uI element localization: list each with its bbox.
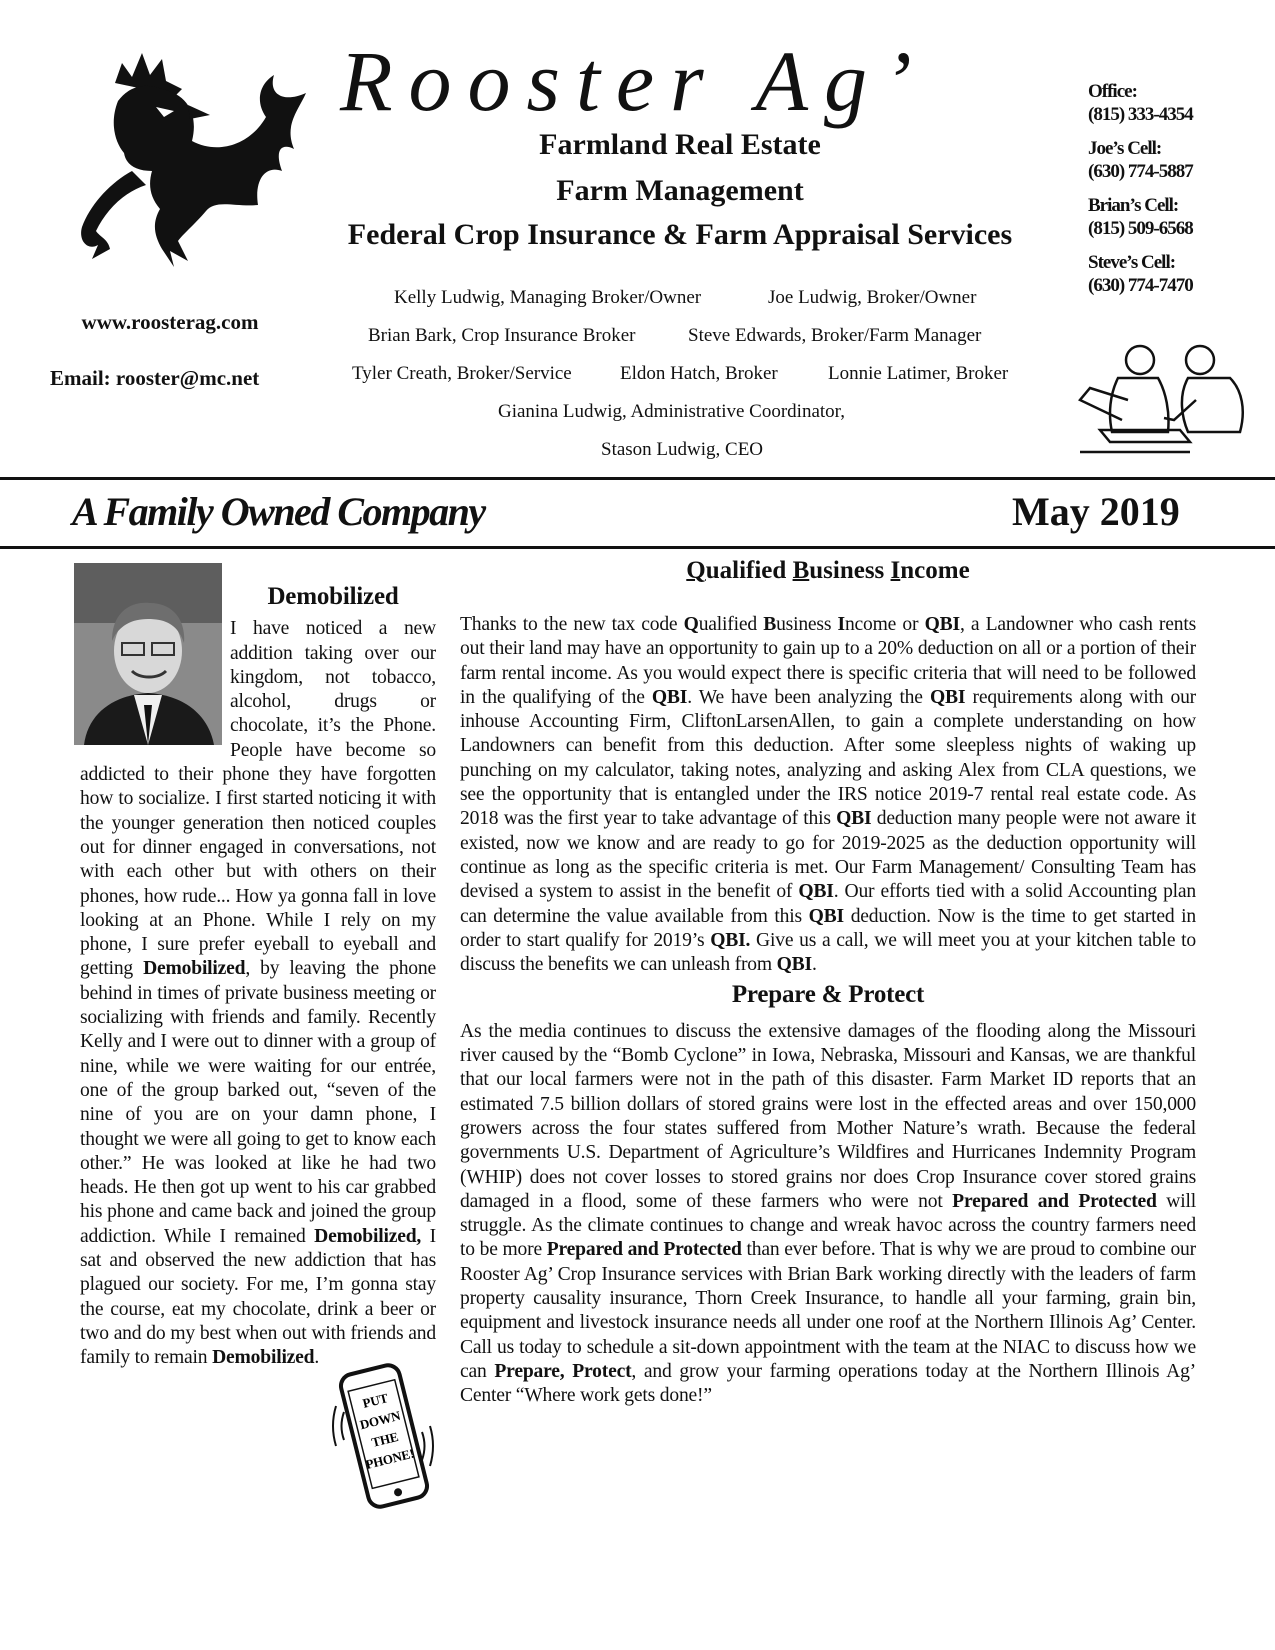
contact-phone[interactable]: (630) 774-7470 (1088, 275, 1193, 296)
phone-sign-text: PUT (361, 1390, 390, 1412)
staff-member: Lonnie Latimer, Broker (828, 363, 1009, 384)
meeting-illustration-icon (1070, 338, 1260, 458)
phone-sign-text: DOWN (358, 1407, 402, 1433)
demobilized-heading: Demobilized (267, 583, 399, 610)
qbi-heading: Qualified Business Income (686, 557, 970, 584)
contact-label: Brian’s Cell: (1088, 195, 1179, 216)
contact-phone[interactable]: (815) 509-6568 (1088, 218, 1193, 239)
issue-date: May 2019 (1012, 489, 1180, 534)
rooster-logo-icon (70, 45, 310, 270)
service-line: Farmland Real Estate (539, 128, 821, 161)
contact-phone[interactable]: (630) 774-5887 (1088, 161, 1193, 182)
email-link[interactable]: Email: rooster@mc.net (50, 366, 260, 390)
service-line: Farm Management (556, 174, 804, 207)
contact-label: Steve’s Cell: (1088, 252, 1176, 273)
contact-phones (1088, 80, 1273, 308)
staff-member: Joe Ludwig, Broker/Owner (768, 287, 977, 308)
phone-sign-text: THE (370, 1429, 400, 1451)
staff-member: Kelly Ludwig, Managing Broker/Owner (394, 287, 702, 308)
demobilized-article (80, 585, 436, 1516)
company-name: Rooster Ag’ (340, 33, 928, 129)
staff-member: Stason Ludwig, CEO (601, 439, 764, 460)
phone-sign-text: PHONE! (363, 1445, 416, 1473)
company-tagline: A Family Owned Company (72, 489, 485, 534)
author-photo-icon (74, 563, 222, 745)
contact-label: Office: (1088, 81, 1137, 102)
qbi-body: Thanks to the new tax code Qualified Business Income or QBI, a Landowner who cash rents out their land may have an opportunity to gain up to a 20% deduction on all or a portion of their farm rental income. As you would expect there is specific criteria that will need to be followed in the qualifying of the QBI. We have been analyzing the QBI requirements along with our inhouse Accounting Firm, CliftonLarsenAllen, to gain a complete understanding on how Landowners can benefit from this deduction. After some sleepless nights of waking up punching on my calculator, taking notes, analyzing and asking Alex from CLA questions, we see the opportunity that is entangled under the IRS notice 2019-7 rental real estate code. As 2018 was the first year to take advantage of this QBI deduction many people were not aware it existed, now we know and are ready to go for 2019-2025 as the deduction opportunity will continue as long as the specific criteria is met. Our Farm Management/ Consulting Team has devised a system to assist in the benefit of QBI. Our efforts tied with a solid Accounting plan can determine the value available from this QBI deduction. Now is the time to get started in order to start qualify for 2019’s QBI. Give us a call, we will meet you at your kitchen table to discuss the benefits we can unleash from QBI. (460, 614, 1197, 976)
staff-member: Steve Edwards, Broker/Farm Manager (688, 325, 982, 346)
put-down-phone-icon (330, 1356, 438, 1516)
contact-label: Joe’s Cell: (1088, 138, 1162, 159)
right-column (460, 613, 1196, 1409)
demobilized-body: I have noticed a new addition taking over our kingdom, not tobacco, alcohol, drugs or chocolate, it’s the Phone. People have become so addicted to their phone they have forgotten how to socialize. I first started noticing it with the younger generation then noticed couples out for dinner engaged in conversations, not with each other but with others on their phones, how rude... How ya gonna fall in love looking at an Phone. While I rely on my phone, I sure prefer eyeball to eyeball and getting Demobilized, by leaving the phone behind in times of private business meeting or socializing with friends and family. Recently Kelly and I were out to dinner with a group of nine, while we were waiting for our entrée, one of the group barked out, “seven of the nine of you are on your damn phone, I thought we were all going to get to know each other.” He was looked at like he had two heads. He then got up went to his car grabbed his phone and came back and joined the group addiction. While I remained Demobilized, I sat and observed the new addiction that has plagued our society. For me, I’m gonna stay the course, eat my chocolate, drink a beer or two and do my best when out with friends and family to remain PUT DOWN THE PHONE! Demobilized. (80, 617, 436, 1370)
prepare-body: As the media continues to discuss the extensive damages of the flooding along the Missouri river caused by the “Bomb Cyclone” in Iowa, Nebraska, Missouri and Kansas, we are thankful that our local farmers were not in the path of this disaster. Farm Market ID reports that an estimated 7.5 billion dollars of stored grains were lost in the effected areas and over 150,000 growers across the four states suffered from Mother Nature’s wrath. Because the federal governments U.S. Department of Agriculture’s Wildfires and Hurricanes Indemnity Program (WHIP) does not cover losses to stored grains nor does Crop Insurance cover stored grains damaged in a flood, some of these farmers who were not Prepared and Protected will struggle. As the climate continues to change and wreak havoc across the country farmers need to be more Prepared and Protected than ever before. That is why we are proud to combine our Rooster Ag’ Crop Insurance services with Brian Bark working directly with the leaders of farm property causality insurance, Thorn Creek Insurance, to handle all your farming, grain bin, equipment and livestock insurance needs all under one roof at the Northern Illinois Ag’ Center. Call us today to schedule a sit-down appointment with the team at the NIAC to discuss how we can Prepare, Protect, and grow your farming operations today at the Northern Illinois Ag’ Center “Where work gets done!” (460, 1020, 1196, 1407)
staff-member: Tyler Creath, Broker/Service (352, 363, 572, 384)
staff-member: Gianina Ludwig, Administrative Coordinator, (498, 401, 845, 422)
prepare-heading: Prepare & Protect (731, 981, 925, 1009)
staff-member: Brian Bark, Crop Insurance Broker (368, 325, 636, 346)
contact-phone[interactable]: (815) 333-4354 (1088, 104, 1193, 125)
staff-member: Eldon Hatch, Broker (620, 363, 778, 384)
divider (0, 546, 1275, 549)
divider (0, 477, 1275, 480)
service-line: Federal Crop Insurance & Farm Appraisal Services (347, 218, 1013, 251)
website-link[interactable]: www.roosterag.com (81, 310, 259, 334)
